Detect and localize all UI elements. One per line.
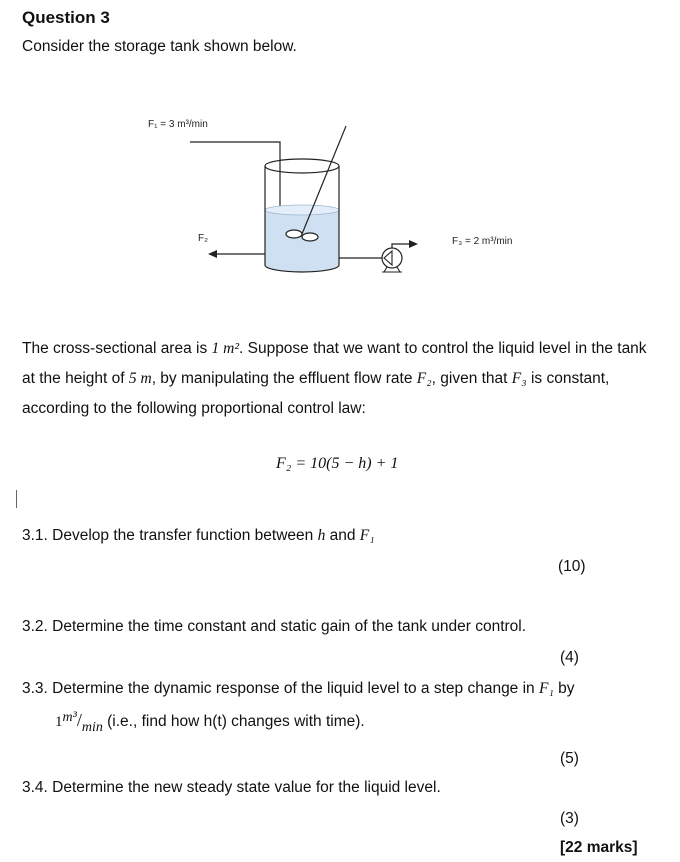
text-cursor — [16, 490, 17, 508]
height-value: 5 m — [128, 370, 152, 387]
stirrer-blade-right — [302, 233, 318, 241]
part-3-1-var-f1: F₁ — [359, 527, 375, 544]
part-3-2-marks: (4) — [560, 649, 579, 666]
part-3-2-number: 3.2. — [22, 618, 48, 635]
f3-discharge-pipe — [392, 244, 410, 248]
part-3-3-text-a: Determine the dynamic response of the liquid level to a step change in — [52, 680, 539, 697]
f3-variable: F₃ — [511, 370, 527, 387]
part-3-4-text: Determine the new steady state value for the liquid level. — [52, 779, 441, 796]
part-3-4 — [22, 779, 441, 797]
para-text-4: , given that — [431, 370, 512, 387]
problem-paragraph — [22, 334, 662, 424]
part-3-3-marks: (5) — [560, 750, 579, 767]
para-text-2: . Suppose that we want to control the liquid level in the tank at the height of — [22, 340, 647, 387]
f3-arrowhead — [409, 240, 418, 248]
part-3-2-text: Determine the time constant and static gain of the tank under control. — [52, 618, 527, 635]
f2-variable: F₂ — [416, 370, 432, 387]
storage-tank-diagram — [140, 110, 560, 290]
part-3-3-text-b: by — [553, 680, 575, 697]
part-3-1-text-b: and — [325, 527, 360, 544]
part-3-2 — [22, 618, 526, 636]
f1-inlet-pipe — [190, 142, 280, 215]
para-text-1: The cross-sectional area is — [22, 340, 212, 357]
step-value: 1 — [55, 714, 63, 730]
part-3-1-text-a: Develop the transfer function between — [52, 527, 318, 544]
control-law-equation: F₂ = 10(5 − h) + 1 — [276, 455, 399, 472]
part-3-3-number: 3.3. — [22, 680, 48, 697]
part-3-4-marks: (3) — [560, 810, 579, 827]
f3-label: F₃ = 2 m³/min — [452, 236, 513, 247]
step-unit-denominator: min — [81, 720, 103, 735]
part-3-4-number: 3.4. — [22, 779, 48, 796]
para-text-5: is constant, according to the following proportional control law: — [22, 370, 610, 417]
part-3-1-marks: (10) — [558, 558, 586, 575]
part-3-3-line2 — [55, 710, 365, 735]
tank-liquid — [265, 210, 339, 272]
question-title: Question 3 — [22, 8, 110, 27]
part-3-3 — [22, 680, 575, 698]
f2-arrowhead — [208, 250, 217, 258]
para-text-3: , by manipulating the effluent flow rate — [151, 370, 417, 387]
part-3-3-text-c: (i.e., find how h(t) changes with time). — [102, 713, 365, 730]
step-unit-slash: / — [76, 710, 82, 730]
f2-label: F₂ — [198, 233, 208, 244]
part-3-3-var-f1: F₁ — [538, 680, 554, 697]
stirrer-blade-left — [286, 230, 302, 238]
f1-label: F₁ = 3 m³/min — [148, 119, 208, 130]
area-value: 1 m² — [211, 340, 239, 357]
step-unit-numerator: m³ — [62, 710, 77, 725]
part-3-1 — [22, 527, 375, 545]
part-3-1-number: 3.1. — [22, 527, 48, 544]
part-3-1-var-h: h — [317, 527, 326, 544]
total-marks: [22 marks] — [560, 839, 638, 856]
intro-text: Consider the storage tank shown below. — [22, 38, 297, 55]
liquid-surface — [265, 205, 339, 215]
